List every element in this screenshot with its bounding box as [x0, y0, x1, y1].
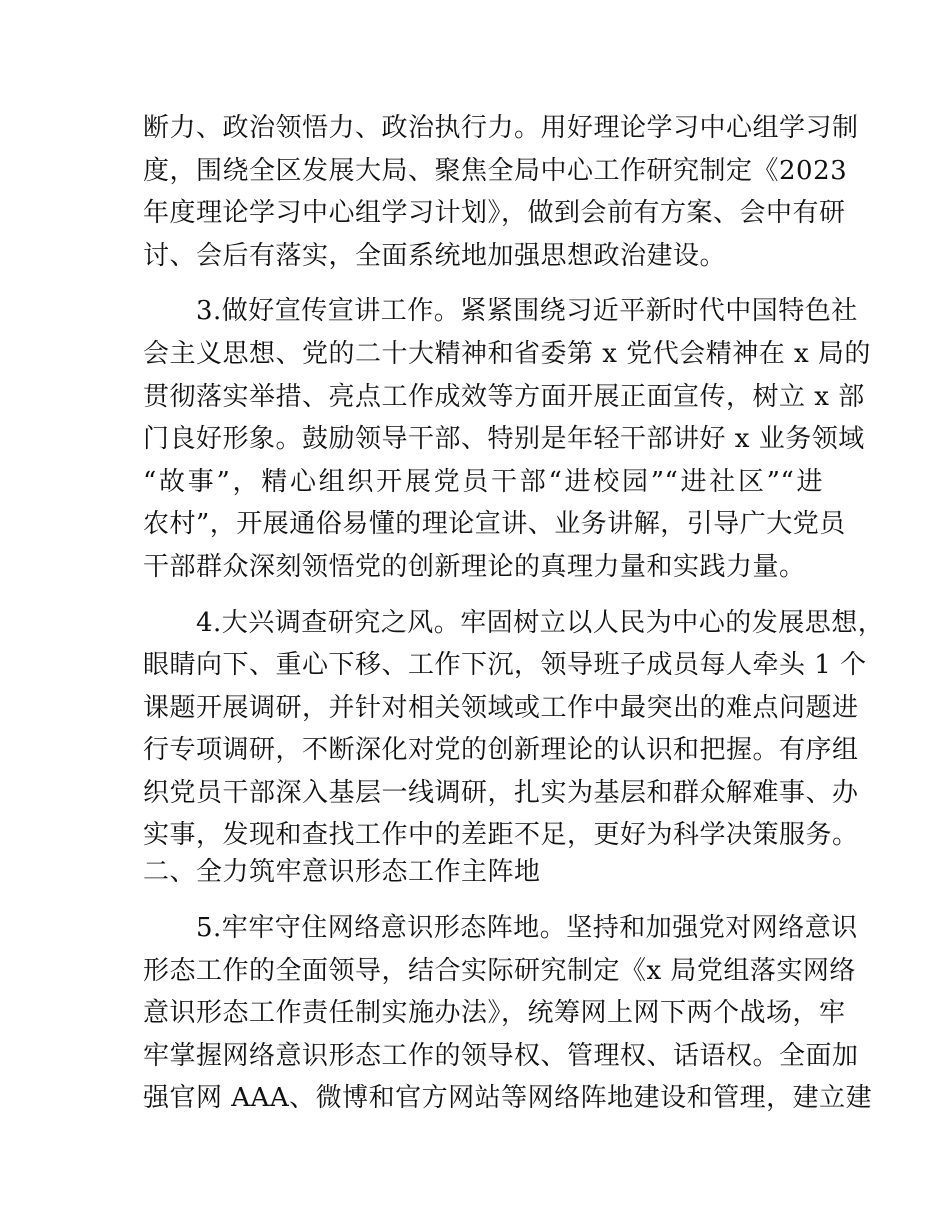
body-line: 讨、会后有落实，全面系统地加强思想政治建设。	[143, 241, 727, 271]
body-line: 意识形态工作责任制实施办法》，统筹网上网下两个战场，牢	[143, 998, 846, 1028]
body-line: 形态工作的全面领导，结合实际研究制定《x 局党组落实网络	[143, 956, 856, 986]
body-line: 强官网 AAA、微博和官方网站等网络阵地建设和管理，建立建	[143, 1083, 873, 1113]
body-line: 牢掌握网络意识形态工作的领导权、管理权、话语权。全面加	[143, 1041, 859, 1071]
body-line: 年度理论学习中心组学习计划》，做到会前有方案、会中有研	[143, 198, 846, 228]
body-line: 会主义思想、党的二十大精神和省委第 x 党代会精神在 x 局的	[143, 339, 871, 369]
body-line: 度，围绕全区发展大局、聚焦全局中心工作研究制定《2023	[143, 156, 848, 186]
body-line: 织党员干部深入基层一线调研，扎实为基层和群众解难事、办	[143, 778, 859, 808]
body-line: 实事，发现和查找工作中的差距不足，更好为科学决策服务。	[143, 820, 859, 850]
body-line: 贯彻落实举措、亮点工作成效等方面开展正面宣传，树立 x 部	[143, 382, 865, 412]
body-line: 眼睛向下、重心下移、工作下沉，领导班子成员每人牵头 1 个	[143, 650, 867, 680]
paragraph-first-line: 4.大兴调查研究之风。牢固树立以人民为中心的发展思想，	[196, 608, 885, 638]
body-line: 课题开展调研，并针对相关领域或工作中最突出的难点问题进	[143, 693, 859, 723]
body-line: 农村”，开展通俗易懂的理论宣讲、业务讲解，引导广大党员	[143, 509, 846, 539]
paragraph-first-line: 3.做好宣传宣讲工作。紧紧围绕习近平新时代中国特色社	[196, 296, 858, 326]
body-line: 门良好形象。鼓励领导干部、特别是年轻干部讲好 x 业务领域	[143, 424, 865, 454]
body-line: 干部群众深刻领悟党的创新理论的真理力量和实践力量。	[143, 552, 806, 582]
body-line: 断力、政治领悟力、政治执行力。用好理论学习中心组学习制	[143, 113, 859, 143]
section-heading: 二、全力筑牢意识形态工作主阵地	[143, 857, 541, 887]
paragraph-first-line: 5.牢牢守住网络意识形态阵地。坚持和加强党对网络意识	[196, 913, 858, 943]
body-line: “故事”，精心组织开展党员干部“进校园”“进社区”“进	[143, 467, 823, 497]
body-line: 行专项调研，不断深化对党的创新理论的认识和把握。有序组	[143, 735, 859, 765]
